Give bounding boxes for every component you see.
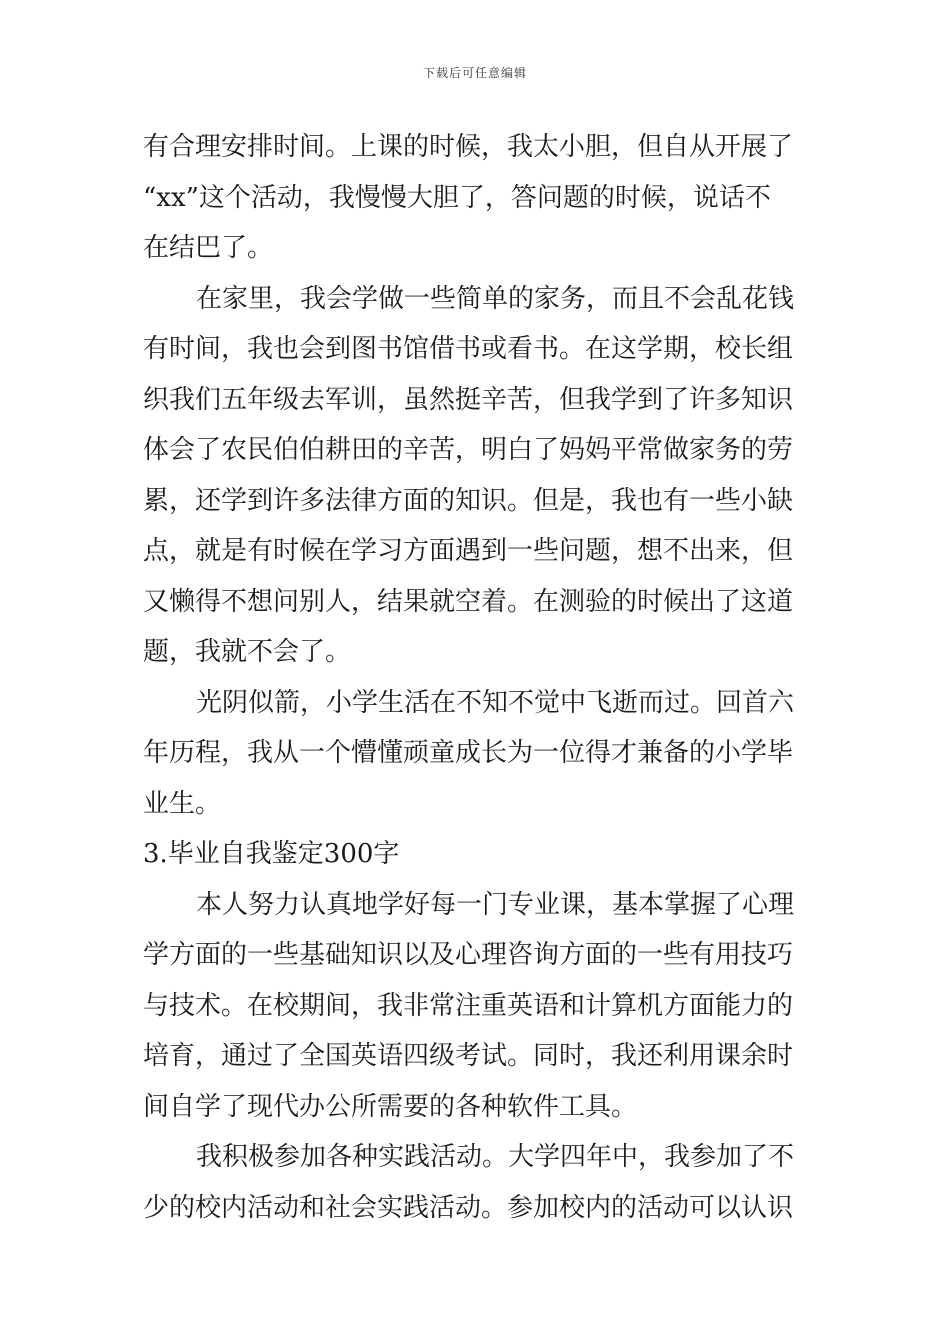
text-line: 有时间，我也会到图书馆借书或看书。在这学期，校长组 <box>143 334 794 364</box>
paragraph-start-line: 本人努力认真地学好每一门专业课，基本掌握了心理 <box>196 889 795 920</box>
text-line: 题，我就不会了。 <box>143 637 352 667</box>
paragraph-start-line: 光阴似箭，小学生活在不知不觉中飞逝而过。回首六 <box>196 687 795 718</box>
text-line: 体会了农民伯伯耕田的辛苦，明白了妈妈平常做家务的劳 <box>143 435 794 465</box>
document-body <box>143 122 807 1233</box>
text-line: 累，还学到许多法律方面的知识。但是，我也有一些小缺 <box>143 485 794 516</box>
paragraph-start-line: 在家里，我会学做一些简单的家务，而且不会乱花钱 <box>196 283 795 314</box>
text-line: 少的校内活动和社会实践活动。参加校内的活动可以认识 <box>143 1192 794 1223</box>
text-line: “xx”这个活动，我慢慢大胆了，答问题的时候，说话不 <box>143 182 771 213</box>
text-line: 在结巴了。 <box>143 233 274 263</box>
text-line: 业生。 <box>143 788 222 819</box>
text-line: 年历程，我从一个懵懂顽童成长为一位得才兼备的小学毕 <box>143 738 794 768</box>
text-line: 又懒得不想问别人，结果就空着。在测验的时候出了这道 <box>143 586 794 617</box>
paragraph-start-line: 我积极参加各种实践活动。大学四年中，我参加了不 <box>196 1142 795 1172</box>
text-line: 间自学了现代办公所需要的各种软件工具。 <box>143 1091 638 1122</box>
text-line: 织我们五年级去军训，虽然挺辛苦，但我学到了许多知识 <box>143 384 794 415</box>
text-line: 有合理安排时间。上课的时候，我太小胆，但自从开展了 <box>143 132 794 162</box>
section-heading: 3.毕业自我鉴定300字 <box>143 839 400 869</box>
text-line: 学方面的一些基础知识以及心理咨询方面的一些有用技巧 <box>143 940 794 970</box>
page-header: 下载后可任意编辑 <box>422 66 527 80</box>
text-line: 培育，通过了全国英语四级考试。同时，我还利用课余时 <box>143 1041 794 1071</box>
text-line: 点，就是有时候在学习方面遇到一些问题，想不出来，但 <box>143 536 794 566</box>
text-line: 与技术。在校期间，我非常注重英语和计算机方面能力的 <box>143 990 794 1021</box>
